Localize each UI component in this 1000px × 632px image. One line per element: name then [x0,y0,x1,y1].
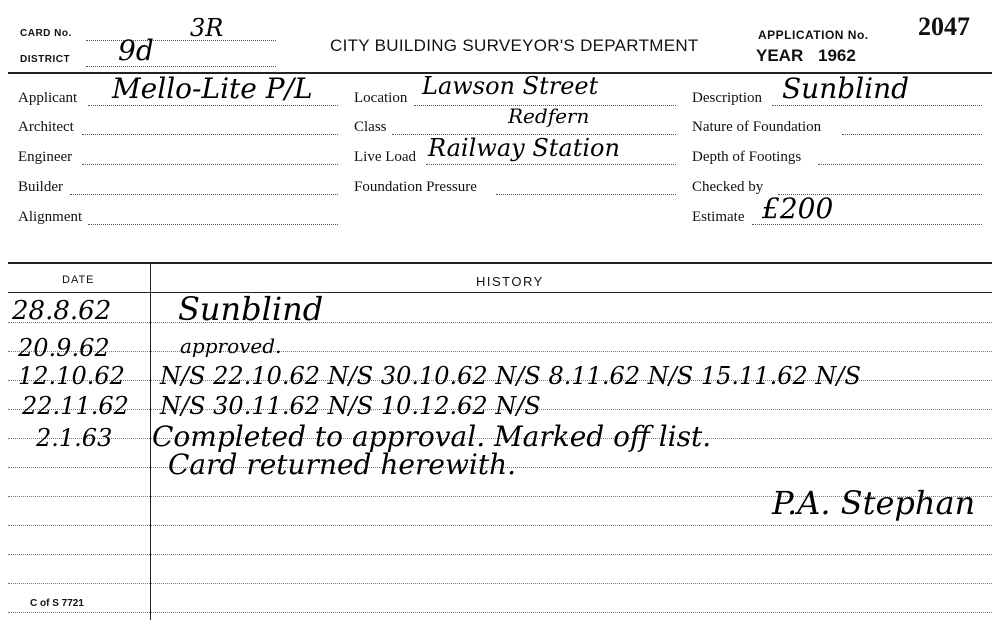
description-line [772,105,982,106]
history-date-4: 22.11.62 [22,392,129,420]
year-label: YEAR [756,46,804,65]
applicant-line [88,105,338,106]
live-load-value: Railway Station [428,134,620,162]
year-value: 1962 [818,46,856,65]
ruled-line [8,351,992,352]
class-label: Class [354,119,387,135]
class-value: Redfern [508,104,590,128]
architect-label: Architect [18,119,74,135]
applicant-label: Applicant [18,90,78,106]
estimate-label: Estimate [692,209,745,225]
form-code: C of S 7721 [30,598,84,609]
applicant-value: Mello-Lite P/L [112,72,313,105]
history-top-border [8,262,992,264]
card-no-label: CARD No. [20,28,72,39]
builder-label: Builder [18,179,63,195]
engineer-line [82,164,338,165]
description-value: Sunblind [782,72,910,105]
ruled-line [8,612,992,613]
ruled-line [8,525,992,526]
history-text-6: Card returned herewith. [168,448,517,481]
description-label: Description [692,90,762,106]
history-date-2: 20.9.62 [18,334,110,362]
district-line [86,66,276,67]
history-text-3: N/S 22.10.62 N/S 30.10.62 N/S 8.11.62 N/S 15.11.62 N/S [160,362,861,390]
card-no-line [86,40,276,41]
application-number: 2047 [918,12,970,41]
builder-line [70,194,338,195]
department-title: CITY BUILDING SURVEYOR'S DEPARTMENT [330,36,699,55]
foundation-pressure-label: Foundation Pressure [354,179,477,195]
engineer-label: Engineer [18,149,73,165]
history-text-1: Sunblind [178,290,324,328]
nature-line [842,134,982,135]
checked-by-label: Checked by [692,179,764,195]
history-text-5: Completed to approval. Marked off list. [152,420,712,453]
card-no-value: 3R [190,14,224,42]
application-label: APPLICATION No. [758,28,869,42]
history-date-1: 28.8.62 [12,296,112,326]
district-value: 9d [118,34,154,67]
depth-line [818,164,982,165]
nature-of-foundation-label: Nature of Foundation [692,119,822,135]
history-date-3: 12.10.62 [18,362,125,390]
ruled-line [8,554,992,555]
ruled-line [8,583,992,584]
estimate-value: £200 [762,192,834,225]
location-value: Lawson Street [422,72,599,100]
architect-line [82,134,338,135]
date-column-divider [150,264,151,620]
foundation-pressure-line [496,194,676,195]
live-load-label: Live Load [354,149,417,165]
history-header: HISTORY [476,274,544,289]
history-date-5: 2.1.63 [36,424,113,452]
alignment-label: Alignment [18,209,83,225]
history-text-2: approved. [180,334,282,358]
district-label: DISTRICT [20,54,71,65]
alignment-line [88,224,338,225]
history-header-divider [8,292,992,293]
history-text-4: N/S 30.11.62 N/S 10.12.62 N/S [160,392,541,420]
depth-of-footings-label: Depth of Footings [692,149,802,165]
location-label: Location [354,90,408,106]
live-load-line [426,164,676,165]
signature: P.A. Stephan [772,484,976,522]
ruled-line [8,322,992,323]
date-header: DATE [62,274,95,286]
